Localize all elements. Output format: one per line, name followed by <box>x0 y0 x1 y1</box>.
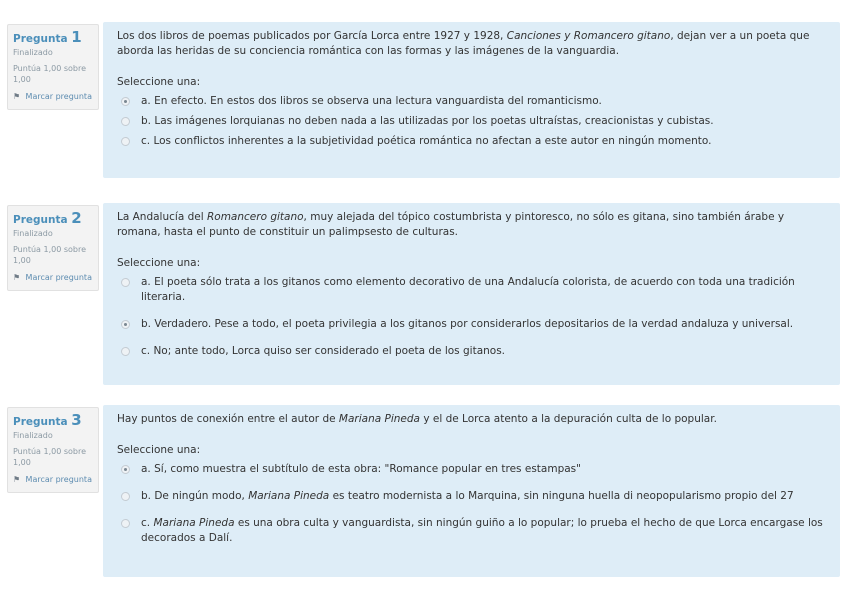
answer-option-b[interactable]: b. Las imágenes lorquianas no deben nada a las utilizadas por los poetas ultraístas, creacionistas y cubistas. <box>117 111 828 131</box>
radio-button[interactable] <box>121 347 130 356</box>
question-info <box>7 407 99 493</box>
radio-button[interactable] <box>121 278 130 287</box>
answer-option-b[interactable] <box>117 486 828 506</box>
answer-list <box>117 91 828 151</box>
answer-list <box>117 272 828 361</box>
flag-question-link[interactable]: ⚑ Marcar pregunta <box>13 92 92 101</box>
answer-prompt: Seleccione una: <box>117 444 201 456</box>
radio-button[interactable] <box>121 137 130 146</box>
question-title: Pregunta 1 <box>13 28 82 46</box>
answer-list <box>117 459 828 548</box>
question-number: 3 <box>71 411 82 429</box>
flag-icon: ⚑ <box>13 475 21 484</box>
answer-prompt: Seleccione una: <box>117 76 201 88</box>
answer-option-a[interactable]: a. En efecto. En estos dos libros se observa una lectura vanguardista del romanticismo. <box>117 91 828 111</box>
question-state: Finalizado <box>13 48 53 57</box>
flag-icon: ⚑ <box>13 273 21 282</box>
radio-button[interactable] <box>121 465 130 474</box>
radio-button[interactable] <box>121 97 130 106</box>
radio-button[interactable] <box>121 492 130 501</box>
question-content <box>103 22 840 178</box>
question-state: Finalizado <box>13 229 53 238</box>
question-grade: Puntúa 1,00 sobre 1,00 <box>13 447 87 467</box>
question-text: Hay puntos de conexión entre el autor de Mariana Pineda y el de Lorca atento a la depuración culta de lo popular. <box>117 413 717 425</box>
question-title: Pregunta 2 <box>13 209 82 227</box>
answer-text: c. Mariana Pineda es una obra culta y vanguardista, sin ningún guiño a lo popular; lo prueba el hecho de que Lorca encargase los decorados a Dalí. <box>141 517 823 544</box>
question-content <box>103 405 840 577</box>
question-number: 2 <box>71 209 82 227</box>
answer-prompt: Seleccione una: <box>117 257 201 269</box>
question-text: La Andalucía del Romancero gitano, muy alejada del tópico costumbrista y pintoresco, no sólo es gitana, sino también árabe y romana, hasta el punto de constituir un palimpsesto de culturas. <box>117 211 785 238</box>
question-grade: Puntúa 1,00 sobre 1,00 <box>13 64 87 84</box>
answer-option-c[interactable] <box>117 513 828 548</box>
flag-question-link[interactable]: ⚑ Marcar pregunta <box>13 475 92 484</box>
question-grade: Puntúa 1,00 sobre 1,00 <box>13 245 87 265</box>
answer-text: b. De ningún modo, Mariana Pineda es teatro modernista a lo Marquina, sin ninguna huella di neopopularismo propio del 27 <box>141 490 794 502</box>
answer-option-b[interactable]: b. Verdadero. Pese a todo, el poeta privilegia a los gitanos por considerarlos depositarios de la verdad andaluza y universal. <box>117 314 828 334</box>
question-number: 1 <box>71 28 82 46</box>
radio-button[interactable] <box>121 519 130 528</box>
question-info <box>7 205 99 291</box>
question-content <box>103 203 840 385</box>
radio-button[interactable] <box>121 117 130 126</box>
radio-button[interactable] <box>121 320 130 329</box>
answer-option-a[interactable]: a. Sí, como muestra el subtítulo de esta obra: "Romance popular en tres estampas" <box>117 459 828 479</box>
answer-option-c[interactable]: c. Los conflictos inherentes a la subjetividad poética romántica no afectan a este autor en ningún momento. <box>117 131 828 151</box>
question-state: Finalizado <box>13 431 53 440</box>
question-info <box>7 24 99 110</box>
answer-option-c[interactable]: c. No; ante todo, Lorca quiso ser considerado el poeta de los gitanos. <box>117 341 828 361</box>
answer-option-a[interactable]: a. El poeta sólo trata a los gitanos como elemento decorativo de una Andalucía colorista, de acuerdo con toda una tradición literaria. <box>117 272 828 307</box>
flag-question-link[interactable]: ⚑ Marcar pregunta <box>13 273 92 282</box>
flag-icon: ⚑ <box>13 92 21 101</box>
question-title: Pregunta 3 <box>13 411 82 429</box>
question-text: Los dos libros de poemas publicados por García Lorca entre 1927 y 1928, Canciones y Romancero gitano, dejan ver a un poeta que aborda las heridas de su conciencia romántica con las formas y las imágenes de la vanguardia. <box>117 30 810 57</box>
